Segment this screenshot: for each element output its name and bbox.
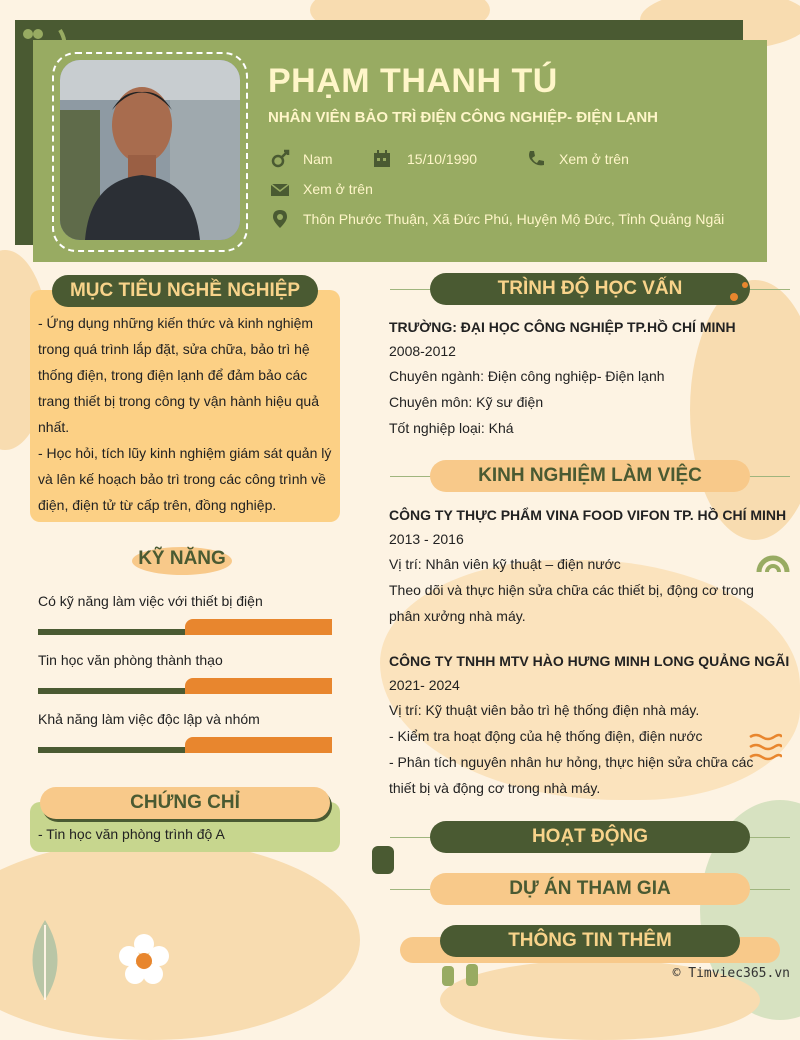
phone-icon bbox=[526, 149, 546, 169]
job-position: Vị trí: Kỹ thuật viên bảo trì hệ thống điện nhà máy. bbox=[389, 702, 700, 718]
wave-decoration bbox=[748, 732, 782, 762]
job-duty: - Phân tích nguyên nhân hư hỏng, thực hiện sửa chữa các bbox=[389, 754, 754, 770]
activities-title: HOẠT ĐỘNG bbox=[430, 821, 750, 853]
certificate-title: CHỨNG CHỈ bbox=[40, 787, 330, 819]
calendar-icon bbox=[372, 149, 392, 169]
extra-title: THÔNG TIN THÊM bbox=[440, 925, 740, 957]
job-position: Vị trí: Nhân viên kỹ thuật – điện nước bbox=[389, 556, 621, 572]
objective-line: điện, điện tử từ cấp trên, đồng nghiệp. bbox=[38, 497, 277, 513]
objective-line: - Ứng dụng những kiến thức và kinh nghiệm bbox=[38, 315, 314, 331]
education-major: Chuyên ngành: Điện công nghiệp- Điện lạnh bbox=[389, 368, 665, 384]
objective-line: nhất. bbox=[38, 419, 70, 435]
objective-line: thống điện, trong điện lạnh để đảm bảo các bbox=[38, 367, 308, 383]
objective-title: MỤC TIÊU NGHỀ NGHIỆP bbox=[52, 275, 318, 307]
job-period: 2013 - 2016 bbox=[389, 531, 464, 547]
job-company: CÔNG TY TNHH MTV HÀO HƯNG MINH LONG QUẢNG NGÃI bbox=[389, 653, 790, 669]
email-value: Xem ở trên bbox=[303, 181, 373, 197]
education-title: TRÌNH ĐỘ HỌC VẤN bbox=[430, 273, 750, 305]
location-icon bbox=[272, 209, 292, 229]
arc-decoration bbox=[756, 544, 790, 574]
projects-title: DỰ ÁN THAM GIA bbox=[430, 873, 750, 905]
shape-decoration bbox=[442, 966, 454, 986]
skill-label: Có kỹ năng làm việc với thiết bị điện bbox=[38, 593, 263, 609]
objective-line: trong quá trình lắp đặt, sửa chữa, bảo trì hệ bbox=[38, 341, 310, 357]
dot-decoration bbox=[730, 293, 738, 301]
job-duty: thiết bị và động cơ trong nhà máy. bbox=[389, 780, 601, 796]
flower-icon bbox=[116, 932, 172, 988]
email-icon bbox=[270, 180, 290, 200]
phone-value: Xem ở trên bbox=[559, 151, 629, 167]
dot-decoration bbox=[742, 282, 748, 288]
footer-watermark: © Timviec365.vn bbox=[672, 966, 790, 981]
experience-title: KINH NGHIỆM LÀM VIỆC bbox=[430, 460, 750, 492]
skill-label: Tin học văn phòng thành thạo bbox=[38, 652, 223, 668]
leaf-decoration bbox=[20, 920, 70, 1000]
objective-line: trang thiết bị trong công ty vận hành hiệu quả bbox=[38, 393, 319, 409]
job-title: NHÂN VIÊN BẢO TRÌ ĐIỆN CÔNG NGHIỆP- ĐIỆN LẠNH bbox=[268, 109, 659, 126]
education-specialty: Chuyên môn: Kỹ sư điện bbox=[389, 394, 544, 410]
education-period: 2008-2012 bbox=[389, 343, 456, 359]
skill-bar-fill bbox=[185, 737, 332, 753]
gender-icon bbox=[270, 149, 290, 169]
job-duty: Theo dõi và thực hiện sửa chữa các thiết bị, động cơ trong bbox=[389, 582, 754, 598]
skill-bar-fill bbox=[185, 678, 332, 694]
skill-bar-fill bbox=[185, 619, 332, 635]
education-school: TRƯỜNG: ĐẠI HỌC CÔNG NGHIỆP TP.HỒ CHÍ MINH bbox=[389, 319, 736, 335]
skills-title: KỸ NĂNG bbox=[138, 548, 226, 569]
certificate-item: - Tin học văn phòng trình độ A bbox=[38, 826, 225, 842]
job-duty: phân xưởng nhà máy. bbox=[389, 608, 526, 624]
objective-line: - Học hỏi, tích lũy kinh nghiệm giám sát quản lý bbox=[38, 445, 332, 461]
skill-label: Khả năng làm việc độc lập và nhóm bbox=[38, 711, 260, 727]
education-grade: Tốt nghiệp loại: Khá bbox=[389, 420, 514, 436]
avatar bbox=[60, 60, 240, 240]
shape-decoration bbox=[466, 964, 478, 986]
job-duty: - Kiểm tra hoạt động của hệ thống điện, điện nước bbox=[389, 728, 703, 744]
shape-decoration bbox=[372, 846, 394, 874]
address-value: Thôn Phước Thuận, Xã Đức Phú, Huyện Mộ Đức, Tỉnh Quảng Ngãi bbox=[303, 211, 725, 227]
objective-line: và lên kế hoạch bảo trì trong các công trình về bbox=[38, 471, 326, 487]
candidate-name: PHẠM THANH TÚ bbox=[268, 62, 558, 100]
job-period: 2021- 2024 bbox=[389, 677, 460, 693]
birthdate-value: 15/10/1990 bbox=[407, 151, 478, 167]
job-company: CÔNG TY THỰC PHẨM VINA FOOD VIFON TP. HỒ CHÍ MINH bbox=[389, 507, 787, 523]
gender-value: Nam bbox=[303, 151, 333, 167]
